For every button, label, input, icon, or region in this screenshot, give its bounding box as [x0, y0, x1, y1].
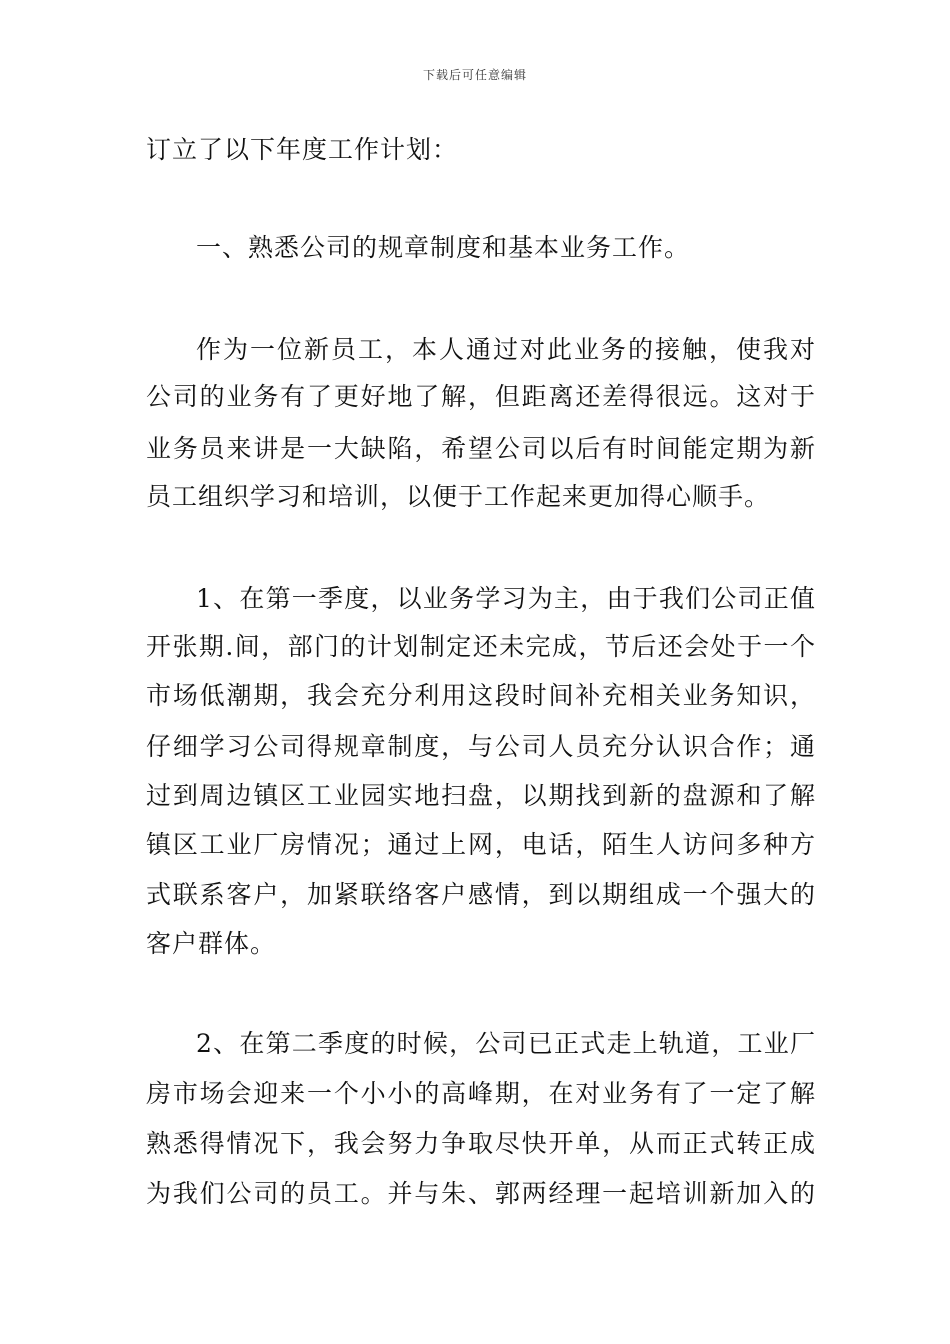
text-line: 镇区工业厂房情况；通过上网，电话，陌生人访问多种方	[146, 830, 816, 859]
text-line: 作为一位新员工，本人通过对此业务的接触，使我对	[196, 335, 816, 364]
text-line: 业务员来讲是一大缺陷，希望公司以后有时间能定期为新	[146, 434, 816, 463]
text-line: 市场低潮期，我会充分利用这段时间补充相关业务知识，	[146, 681, 816, 710]
text-line: 房市场会迎来一个小小的高峰期，在对业务有了一定了解	[146, 1079, 816, 1108]
text-line: 过到周边镇区工业园实地扫盘，以期找到新的盘源和了解	[146, 781, 816, 810]
text-line: 熟悉得情况下，我会努力争取尽快开单，从而正式转正成	[146, 1129, 816, 1158]
text-line: 订立了以下年度工作计划：	[146, 135, 459, 164]
text-line: 开张期.间，部门的计划制定还未完成，节后还会处于一个	[146, 632, 816, 661]
text-line: 式联系客户，加紧联络客户感情，到以期组成一个强大的	[146, 880, 816, 909]
text-line: 2、在第二季度的时候，公司已正式走上轨道，工业厂	[196, 1029, 816, 1058]
section-heading: 一、熟悉公司的规章制度和基本业务工作。	[196, 233, 691, 262]
text-line: 员工组织学习和培训，以便于工作起来更加得心顺手。	[146, 482, 771, 511]
text-line: 为我们公司的员工。并与朱、郭两经理一起培训新加入的	[146, 1179, 816, 1208]
text-line: 仔细学习公司得规章制度，与公司人员充分认识合作；通	[146, 732, 816, 761]
page-header: 下载后可任意编辑	[422, 68, 527, 82]
text-line: 客户群体。	[146, 929, 277, 958]
text-line: 1、在第一季度，以业务学习为主，由于我们公司正值	[196, 584, 816, 613]
text-line: 公司的业务有了更好地了解，但距离还差得很远。这对于	[146, 382, 816, 411]
